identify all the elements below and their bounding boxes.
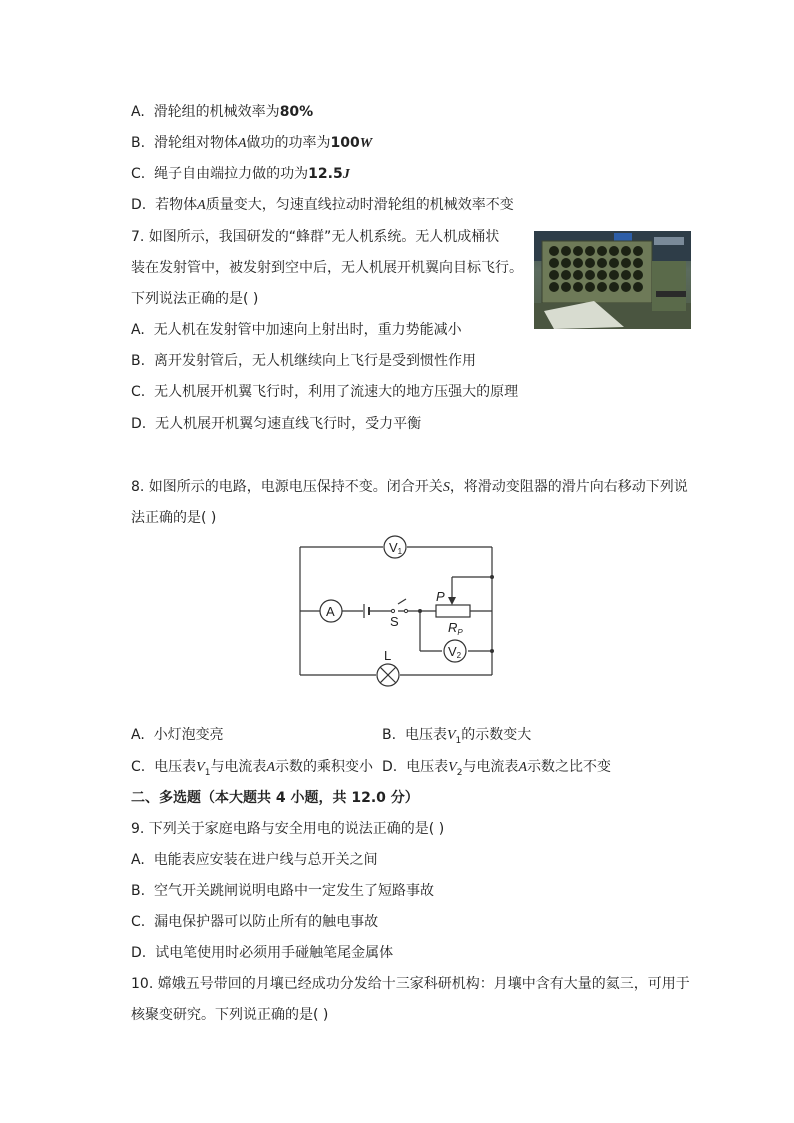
- circuit-diagram: [290, 535, 505, 695]
- q8-option-c: C. 电压表$V_1$与电流表A示数的乘积变小: [131, 759, 373, 778]
- rheostat-label: $R_P$: [448, 620, 463, 637]
- q9-option-b: B. 空气开关跳闸说明电路中一定发生了短路事故: [131, 883, 434, 899]
- q10-stem-line-2: 核聚变研究。下列说正确的是( ): [131, 1007, 329, 1023]
- q7-stem-line-2: 装在发射管中，被发射到空中后，无人机展开机翼向目标飞行。: [131, 260, 523, 276]
- q6-option-c: C. 绳子自由端拉力做的功为12.5J: [131, 166, 350, 182]
- q9-option-a: A. 电能表应安装在进户线与总开关之间: [131, 852, 378, 868]
- q6-option-b: B. 滑轮组对物体A做功的功率为100W: [131, 135, 373, 151]
- slider-label: P: [436, 589, 445, 604]
- switch-contact: [404, 609, 407, 612]
- section-heading: 二、多选题（本大题共 4 小题，共 12.0 分）: [131, 790, 419, 806]
- q8-stem-line-2: 法正确的是( ): [131, 510, 217, 526]
- lamp-label: L: [384, 648, 392, 663]
- q7-stem-line-1: 7. 如图所示，我国研发的“蜂群”无人机系统。无人机成桶状: [131, 229, 500, 245]
- q8-stem-line-1: 8. 如图所示的电路，电源电压保持不变。闭合开关S，将滑动变阻器的滑片向右移动下列说: [131, 479, 688, 495]
- q6-option-d: D. 若物体A质量变大，匀速直线拉动时滑轮组的机械效率不变: [131, 197, 514, 213]
- q9-option-d: D. 试电笔使用时必须用手碰触笔尾金属体: [131, 945, 394, 961]
- q7-stem-line-3: 下列说法正确的是( ): [131, 291, 259, 307]
- svg-text:V1: V1: [389, 540, 403, 556]
- q7-option-c: C. 无人机展开机翼飞行时，利用了流速大的地方压强大的原理: [131, 384, 519, 400]
- q7-option-b: B. 离开发射管后，无人机继续向上飞行是受到惯性作用: [131, 353, 476, 369]
- q8-option-a: A. 小灯泡变亮: [131, 727, 224, 743]
- switch-label: S: [390, 614, 399, 629]
- q6-option-a: A. 滑轮组的机械效率为80%: [131, 104, 314, 120]
- rheostat: [436, 605, 470, 617]
- q9-option-c: C. 漏电保护器可以防止所有的触电事故: [131, 914, 379, 930]
- q8-option-b: B. 电压表$V_1$的示数变大: [382, 727, 532, 746]
- q7-option-d: D. 无人机展开机翼匀速直线飞行时，受力平衡: [131, 416, 422, 432]
- q10-stem-line-1: 10. 嫦娥五号带回的月壤已经成功分发给十三家科研机构：月壤中含有大量的氦三，可用于: [131, 976, 690, 992]
- q7-option-a: A. 无人机在发射管中加速向上射出时，重力势能减小: [131, 322, 462, 338]
- q9-stem: 9. 下列关于家庭电路与安全用电的说法正确的是( ): [131, 821, 445, 837]
- svg-text:V2: V2: [448, 644, 462, 660]
- svg-text:A: A: [326, 604, 335, 619]
- q8-option-d: D. 电压表$V_2$与电流表A示数之比不变: [382, 759, 611, 778]
- drone-launcher-photo: [534, 231, 691, 329]
